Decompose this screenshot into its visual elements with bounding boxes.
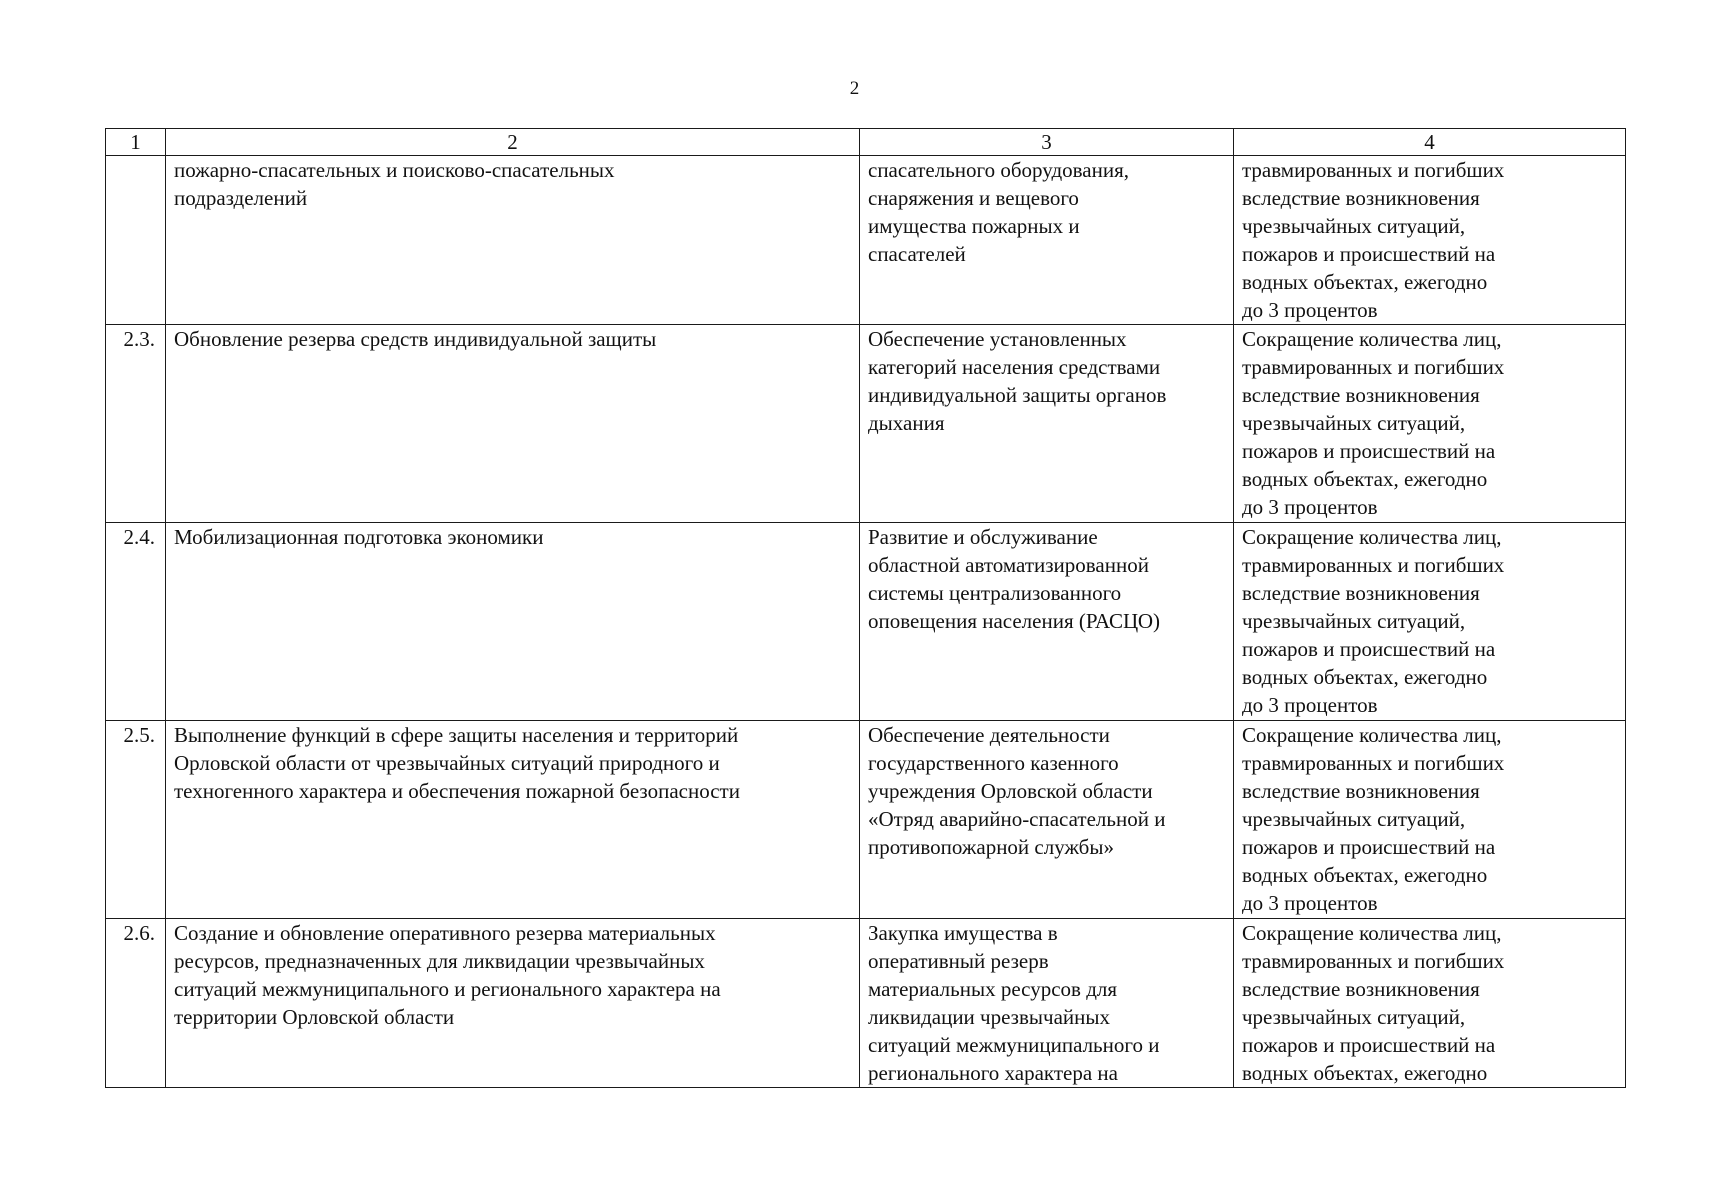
result-cell bbox=[1234, 919, 1626, 1088]
row-number bbox=[106, 156, 166, 325]
result-cell: Сокращение количества лиц, травмированных и погибших вследствие возникновения чрезвычайных ситуаций, пожаров и происшествий на водных объектах, ежегодно до 3 процентов bbox=[1234, 325, 1626, 523]
measure-text: Создание и обновление оперативного резерва материальных ресурсов, предназначенных для ликвидации чрезвычайных ситуаций межмуниципального и регионального характера на территории Орловской области bbox=[174, 921, 721, 1029]
header-col-2: 2 bbox=[166, 129, 860, 156]
result-cell: Сокращение количества лиц, травмированных и погибших вследствие возникновения чрезвычайных ситуаций, пожаров и происшествий на водных объектах, ежегодно до 3 процентов bbox=[1234, 721, 1626, 919]
content-cell: Обеспечение деятельности государственного казенного учреждения Орловской области «Отряд аварийно-спасательной и противопожарной службы» bbox=[860, 721, 1234, 919]
table-row bbox=[106, 156, 1626, 325]
measure-cell bbox=[166, 919, 860, 1088]
header-col-4: 4 bbox=[1234, 129, 1626, 156]
table-row bbox=[106, 325, 1626, 523]
row-number: 2.4. bbox=[106, 523, 166, 721]
result-text: Сокращение количества лиц, травмированных и погибших вследствие возникновения чрезвычайных ситуаций, пожаров и происшествий на водных объектах, ежегодно bbox=[1242, 921, 1505, 1085]
header-col-1: 1 bbox=[106, 129, 166, 156]
row-number: 2.6. bbox=[106, 919, 166, 1088]
content-text: Закупка имущества в оперативный резерв материальных ресурсов для ликвидации чрезвычайных ситуаций межмуниципального и регионального характера на bbox=[868, 921, 1160, 1085]
measure-cell: пожарно-спасательных и поисково-спасательных подразделений bbox=[166, 156, 860, 325]
header-row bbox=[106, 129, 1626, 156]
content-cell: Развитие и обслуживание областной автоматизированной системы централизованного оповещения населения (РАСЦО) bbox=[860, 523, 1234, 721]
measure-cell: Мобилизационная подготовка экономики bbox=[166, 523, 860, 721]
header-col-3: 3 bbox=[860, 129, 1234, 156]
content-cell: Обеспечение установленных категорий населения средствами индивидуальной защиты органов дыхания bbox=[860, 325, 1234, 523]
content-cell: спасательного оборудования, снаряжения и вещевого имущества пожарных и спасателей bbox=[860, 156, 1234, 325]
measure-cell: Выполнение функций в сфере защиты населения и территорий Орловской области от чрезвычайных ситуаций природного и техногенного характера и обеспечения пожарной безопасности bbox=[166, 721, 860, 919]
content-cell bbox=[860, 919, 1234, 1088]
measure-cell: Обновление резерва средств индивидуальной защиты bbox=[166, 325, 860, 523]
measures-table bbox=[105, 128, 1626, 1088]
table-row bbox=[106, 721, 1626, 919]
result-cell: травмированных и погибших вследствие возникновения чрезвычайных ситуаций, пожаров и происшествий на водных объектах, ежегодно до 3 процентов bbox=[1234, 156, 1626, 325]
table-row bbox=[106, 919, 1626, 1088]
result-cell: Сокращение количества лиц, травмированных и погибших вследствие возникновения чрезвычайных ситуаций, пожаров и происшествий на водных объектах, ежегодно до 3 процентов bbox=[1234, 523, 1626, 721]
page-number: 2 bbox=[849, 78, 860, 99]
table-row bbox=[106, 523, 1626, 721]
row-number: 2.3. bbox=[106, 325, 166, 523]
row-number: 2.5. bbox=[106, 721, 166, 919]
